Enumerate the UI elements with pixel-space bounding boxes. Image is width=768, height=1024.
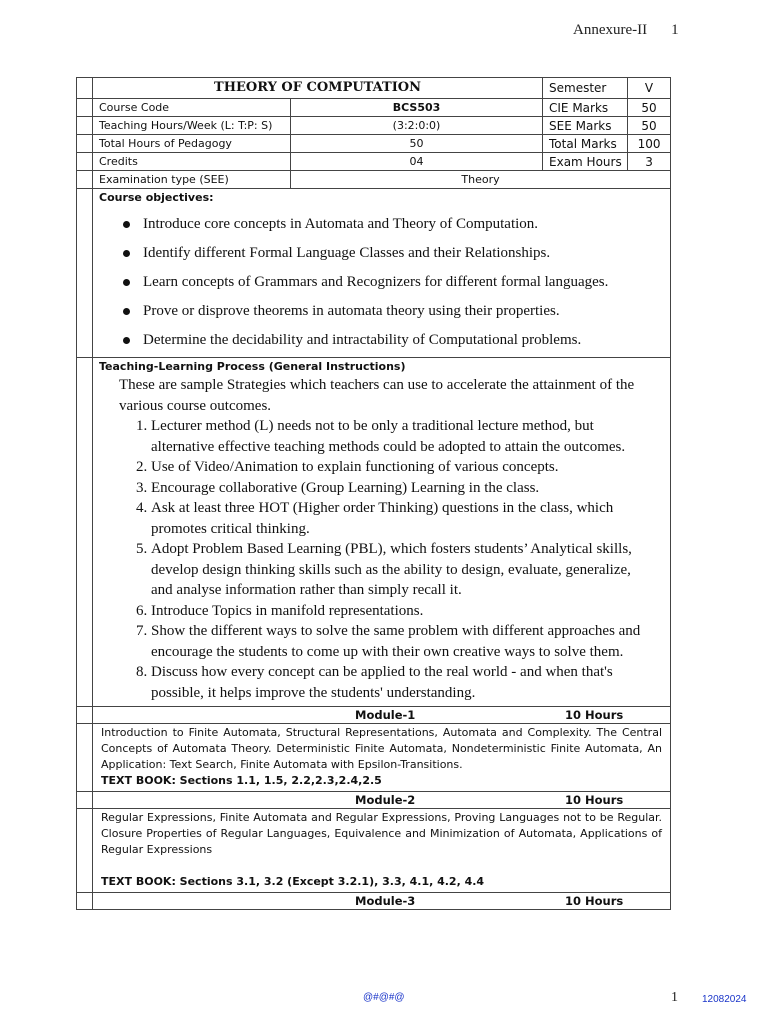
see-marks-label: SEE Marks (543, 117, 628, 135)
module-title: Module-3 (355, 894, 416, 908)
objectives-list (99, 210, 664, 355)
footer-marker: @#@#@ (363, 992, 405, 1003)
page-header (573, 22, 679, 39)
teaching-item: 8. Discuss how every concept can be applied to the real world - and when that's possible, it helps improve the students' understanding. (151, 662, 656, 703)
module-body (93, 724, 671, 792)
course-code-value: BCS503 (291, 99, 543, 117)
module-hours: 10 Hours (565, 708, 624, 722)
teaching-item: 2. Use of Video/Animation to explain functioning of various concepts. (151, 457, 656, 478)
teaching-learning-process (93, 358, 671, 707)
objectives-row (77, 189, 671, 358)
teaching-item: 3. Encourage collaborative (Group Learning) Learning in the class. (151, 478, 656, 499)
exam-type-label: Examination type (SEE) (93, 171, 291, 189)
total-marks-label: Total Marks (543, 135, 628, 153)
total-marks-value: 100 (628, 135, 671, 153)
module-description: Regular Expressions, Finite Automata and Regular Expressions, Proving Languages not to be Regular. Closure Properties of Regular Languages, Equivalence and Minimization of Automata, Applications of Regular Expressions (101, 811, 663, 856)
teaching-list (99, 416, 664, 703)
module-2-body-row (77, 809, 671, 893)
cie-marks-value: 50 (628, 99, 671, 117)
teaching-item: 1. Lecturer method (L) needs not to be only a traditional lecture method, but alternative effective teaching methods could be adopted to attain the outcomes. (151, 416, 656, 457)
objective-item: Prove or disprove theorems in automata theory using their properties. (119, 297, 664, 326)
module-hours: 10 Hours (565, 894, 624, 908)
teaching-hours-row (77, 117, 671, 135)
exam-type-value: Theory (291, 171, 671, 189)
teaching-heading: Teaching-Learning Process (General Instructions) (99, 360, 406, 373)
syllabus-table (76, 77, 671, 910)
exam-type-row (77, 171, 671, 189)
teaching-hours-value: (3:2:0:0) (291, 117, 543, 135)
module-2-header (77, 792, 671, 809)
annexure-label: Annexure-II (573, 22, 648, 38)
module-1-body-row (77, 724, 671, 792)
footer-code: 12082024 (702, 994, 747, 1005)
module-1-header (77, 707, 671, 724)
pedagogy-label: Total Hours of Pedagogy (93, 135, 291, 153)
teaching-process-row (77, 358, 671, 707)
semester-label: Semester (543, 78, 628, 99)
module-3-header (77, 893, 671, 910)
teaching-item: 6. Introduce Topics in manifold representations. (151, 601, 656, 622)
teaching-item: 5. Adopt Problem Based Learning (PBL), which fosters students’ Analytical skills, develop design thinking skills such as the ability to design, evaluate, generalize, and analyse information rather than simply recall it. (151, 539, 656, 601)
teaching-hours-label: Teaching Hours/Week (L: T:P: S) (93, 117, 291, 135)
course-objectives (93, 189, 671, 358)
module-title: Module-1 (355, 708, 416, 722)
module-hours: 10 Hours (565, 793, 624, 807)
module-body (93, 809, 671, 893)
module-title: Module-2 (355, 793, 416, 807)
module-textbook: TEXT BOOK: Sections 3.1, 3.2 (Except 3.2.1), 3.3, 4.1, 4.2, 4.4 (101, 875, 485, 888)
credits-label: Credits (93, 153, 291, 171)
exam-hours-label: Exam Hours (543, 153, 628, 171)
credits-value: 04 (291, 153, 543, 171)
course-title: THEORY OF COMPUTATION (93, 78, 543, 99)
see-marks-value: 50 (628, 117, 671, 135)
teaching-item: 7. Show the different ways to solve the same problem with different approaches and encourage the students to come up with their own creative ways to solve them. (151, 621, 656, 662)
pedagogy-value: 50 (291, 135, 543, 153)
objective-item: Determine the decidability and intractability of Computational problems. (119, 326, 664, 355)
credits-row (77, 153, 671, 171)
footer-page-number: 1 (671, 990, 678, 1005)
exam-hours-value: 3 (628, 153, 671, 171)
objective-item: Learn concepts of Grammars and Recognizers for different formal languages. (119, 268, 664, 297)
objective-item: Identify different Formal Language Classes and their Relationships. (119, 239, 664, 268)
objective-item: Introduce core concepts in Automata and Theory of Computation. (119, 210, 664, 239)
teaching-item: 4. Ask at least three HOT (Higher order Thinking) questions in the class, which promotes critical thinking. (151, 498, 656, 539)
objectives-heading: Course objectives: (99, 191, 214, 204)
cie-marks-label: CIE Marks (543, 99, 628, 117)
pedagogy-row (77, 135, 671, 153)
module-textbook: TEXT BOOK: Sections 1.1, 1.5, 2.2,2.3,2.4,2.5 (101, 774, 382, 787)
module-description: Introduction to Finite Automata, Structural Representations, Automata and Complexity. The Central Concepts of Automata Theory. Deterministic Finite Automata, Nondeterministic Finite Automata, An Application: Text Search, Finite Automata with Epsilon-Transitions. (101, 726, 663, 771)
header-page-number: 1 (671, 22, 679, 38)
title-row (77, 78, 671, 99)
semester-value: V (628, 78, 671, 99)
course-code-label: Course Code (93, 99, 291, 117)
course-code-row (77, 99, 671, 117)
teaching-intro: These are sample Strategies which teachers can use to accelerate the attainment of the various course outcomes. (119, 377, 635, 414)
